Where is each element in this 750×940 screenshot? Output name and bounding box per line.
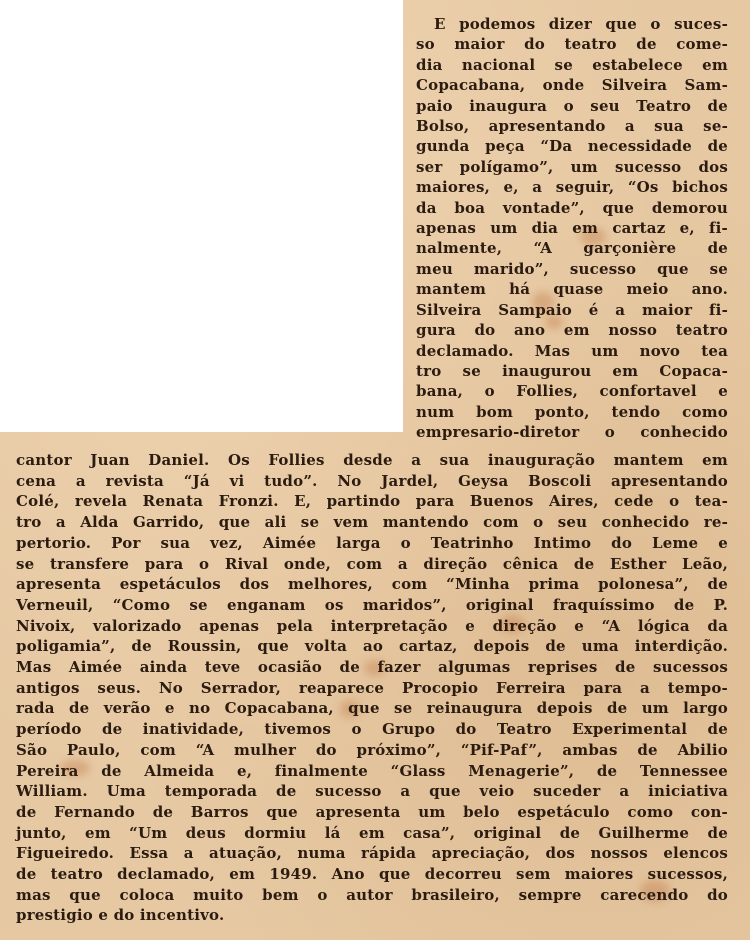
article-line: ser polígamo”, um sucesso dos xyxy=(416,157,728,176)
article-line: gura do ano em nosso teatro xyxy=(416,321,728,340)
article-line: antigos seus. No Serrador, reaparece Procopio Ferreira para a tempo- xyxy=(16,678,728,697)
article-line: da boa vontade”, que demorou xyxy=(416,198,728,217)
article-line: cena a revista “Já vi tudo”. No Jardel, Geysa Boscoli apresentando xyxy=(16,471,728,490)
article-line: num bom ponto, tendo como xyxy=(416,402,728,421)
article-line: rada de verão e no Copacabana, que se reinaugura depois de um largo xyxy=(16,699,728,718)
article-line: prestigio e do incentivo. xyxy=(16,906,225,925)
article-line: paio inaugura o seu Teatro de xyxy=(416,96,728,115)
article-line: junto, em “Um deus dormiu lá em casa”, original de Guilherme de xyxy=(16,823,728,842)
article-line: mas que coloca muito bem o autor brasileiro, sempre carecendo do xyxy=(16,885,728,904)
article-line: apenas um dia em cartaz e, fi- xyxy=(416,219,728,238)
article-top-column xyxy=(416,14,728,443)
article-line: maiores, e, a seguir, “Os bichos xyxy=(416,178,728,197)
article-line: Copacabana, onde Silveira Sam- xyxy=(416,76,728,95)
article-line: Colé, revela Renata Fronzi. E, partindo para Buenos Aires, cede o tea- xyxy=(16,492,728,511)
article-line: gunda peça “Da necessidade de xyxy=(416,137,728,156)
article-line: Figueiredo. Essa a atuação, numa rápida apreciação, dos nossos elencos xyxy=(16,844,728,863)
article-line: apresenta espetáculos dos melhores, com “Minha prima polonesa”, de xyxy=(16,575,728,594)
article-line: se transfere para o Rival onde, com a direção cênica de Esther Leão, xyxy=(16,554,728,573)
article-line: dia nacional se estabelece em xyxy=(416,55,728,74)
article-line: de teatro declamado, em 1949. Ano que decorreu sem maiores sucessos, xyxy=(16,865,728,884)
article-line: pertorio. Por sua vez, Aimée larga o Teatrinho Intimo do Leme e xyxy=(16,533,728,552)
article-line: Silveira Sampaio é a maior fi- xyxy=(416,300,728,319)
article-line: nalmente, “A garçonière de xyxy=(416,239,728,258)
article-line: mantem há quase meio ano. xyxy=(416,280,728,299)
article-line: bana, o Follies, confortavel e xyxy=(416,382,728,401)
article-line: Pereira de Almeida e, finalmente “Glass Menagerie”, de Tennessee xyxy=(16,761,728,780)
article-line: E podemos dizer que o suces- xyxy=(434,15,728,33)
article-bottom-column xyxy=(16,450,728,926)
article-line: declamado. Mas um novo tea xyxy=(416,341,728,360)
article-line: poligamia”, de Roussin, que volta ao cartaz, depois de uma interdição. xyxy=(16,637,728,656)
article-line: Mas Aimée ainda teve ocasião de fazer algumas reprises de sucessos xyxy=(16,658,728,677)
article-line: William. Uma temporada de sucesso a que veio suceder a iniciativa xyxy=(16,782,728,801)
article-line: tro se inaugurou em Copaca- xyxy=(416,361,728,380)
article-line: Nivoix, valorizado apenas pela interpretação e direção e “A lógica da xyxy=(16,616,728,635)
article-line: cantor Juan Daniel. Os Follies desde a sua inauguração mantem em xyxy=(16,451,728,469)
article-line: Bolso, apresentando a sua se- xyxy=(416,117,728,136)
article-line: período de inatividade, tivemos o Grupo do Teatro Experimental de xyxy=(16,720,728,739)
article-line: São Paulo, com “A mulher do próximo”, “Pif-Paf”, ambas de Abilio xyxy=(16,740,728,759)
article-line: de Fernando de Barros que apresenta um belo espetáculo como con- xyxy=(16,802,728,821)
article-line: Verneuil, “Como se enganam os maridos”, original fraquíssimo de P. xyxy=(16,595,728,614)
article-line: meu marido”, sucesso que se xyxy=(416,259,728,278)
article-line: empresario-diretor o conhecido xyxy=(416,423,728,442)
article-line: so maior do teatro de come- xyxy=(416,35,728,54)
article-line: tro a Alda Garrido, que ali se vem mantendo com o seu conhecido re- xyxy=(16,513,728,532)
